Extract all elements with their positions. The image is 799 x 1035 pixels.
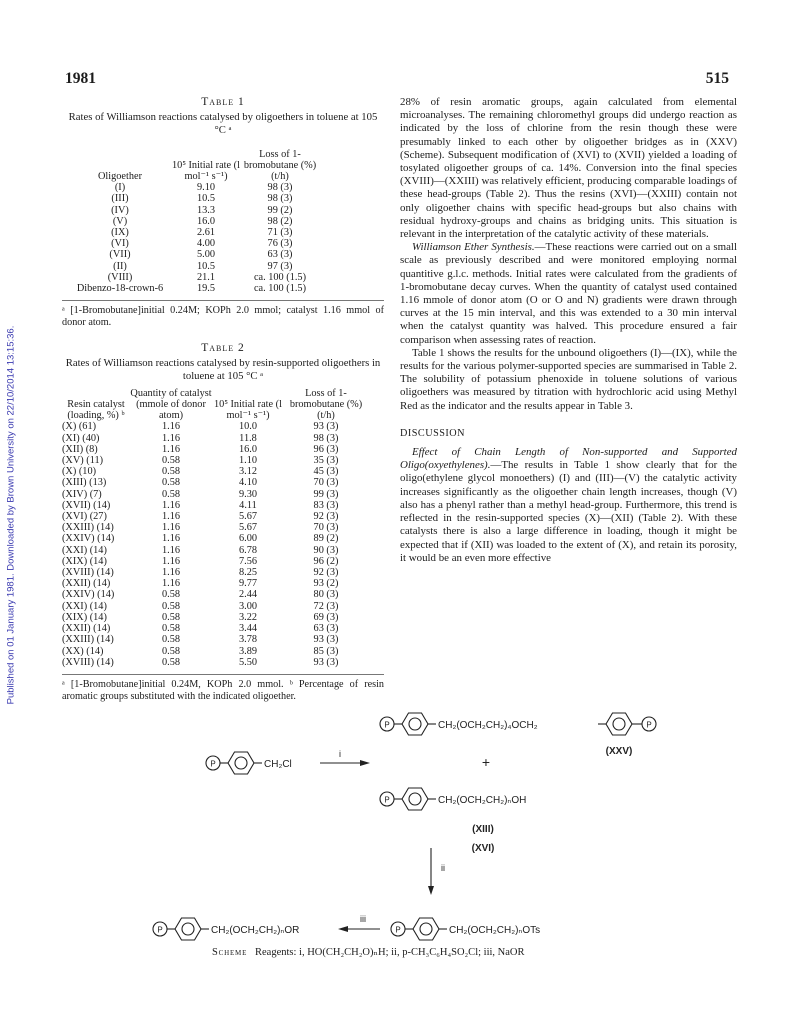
paragraph-4-text: —The results in Table 1 show clearly that for the oligo(ethylene glycol monoethers) (I) and (III)—(V) the catalytic activity increases significantly as the oligoether chain length increases, though (V) also has a phenyl rather than a methyl head-group. Furthermore, this trend is reflected in the resin-supported species (X)—(XII) (Table 2). With these catalysts there is also a large difference in loading, though it might be expected that if (XII) was loaded to the extent of (X), and retain its porosity, it would be an even more effective bbox=[400, 459, 737, 564]
table-cell: 83 (3) bbox=[313, 499, 339, 511]
table-cell: 98 (3) bbox=[267, 193, 293, 205]
table-cell: 1.16 bbox=[161, 443, 181, 455]
table-cell: (I) bbox=[114, 182, 126, 194]
table-cell: 4.11 bbox=[239, 499, 257, 511]
table2-header: Quantity of catalyst (mmole of donor atom) bbox=[130, 387, 212, 422]
table-cell: (X) (61) bbox=[62, 421, 97, 433]
table-cell: (XVIII) (14) bbox=[62, 656, 114, 668]
resin-p-symbol: P bbox=[395, 925, 401, 935]
table-cell: 89 (2) bbox=[313, 533, 339, 545]
table-cell: 93 (3) bbox=[313, 656, 339, 668]
table1-header: Loss of 1-bromobutane (%) (t/h) bbox=[243, 148, 317, 182]
table-cell: 93 (3) bbox=[313, 634, 339, 646]
table-cell: 85 (3) bbox=[313, 645, 339, 657]
table-cell: 92 (3) bbox=[313, 567, 339, 579]
table-row bbox=[70, 205, 318, 216]
table-cell: 1.16 bbox=[161, 522, 181, 534]
arrow-label-ii: ii bbox=[441, 863, 445, 873]
table-cell: (XXI) (14) bbox=[62, 544, 107, 556]
table-cell: ca. 100 (1.5) bbox=[253, 271, 307, 283]
table2-header: Loss of 1-bromobutane (%) (t/h) bbox=[289, 387, 363, 422]
table-cell: 98 (3) bbox=[267, 182, 293, 194]
table-cell: 3.89 bbox=[238, 645, 258, 657]
download-note: Published on 01 January 1981. Downloaded by Brown University on 22/10/2014 13:15:36. bbox=[5, 325, 17, 705]
table-cell: 19.5 bbox=[196, 282, 216, 294]
paragraph-2-text: —These reactions were carried out on a small scale as previously described and were monitored employing normal quantitive g.l.c. methods. Initial rates were calculated from the gradients of 1-bromobutane decay curves. When the quantity of catalyst used contained 1.16 mmole of donor atom (O or O and N) gradients were drawn through curves at the 15 min interval, and this was extended to a 30 min interval when the catalyst quantity was halved. This procedure ensured a fair comparison when assessing rates of reaction. bbox=[400, 241, 737, 346]
table-cell: 21.1 bbox=[196, 271, 216, 283]
table1-footnote: ᵃ [1-Bromobutane]initial 0.24M; KOPh 2.0 mmol; catalyst 1.16 mmol of donor atom. bbox=[62, 305, 384, 328]
table-cell: 35 (3) bbox=[313, 455, 339, 467]
table-row bbox=[70, 238, 318, 249]
table2-label: Table 2 bbox=[201, 342, 245, 355]
table2 bbox=[62, 388, 368, 668]
table-cell: (XI) (40) bbox=[62, 432, 100, 444]
table-cell: 0.58 bbox=[161, 656, 181, 668]
table-row bbox=[62, 433, 368, 444]
table-cell: 0.58 bbox=[161, 477, 181, 489]
table1-title bbox=[62, 96, 384, 137]
table-cell: 0.58 bbox=[161, 600, 181, 612]
table2-caption: Rates of Williamson reactions catalysed by resin-supported oligoethers in toluene at 105 °C ᵃ bbox=[65, 356, 381, 382]
table-row bbox=[70, 227, 318, 238]
table-row bbox=[62, 500, 368, 511]
plus-sign: + bbox=[481, 754, 491, 770]
table-cell: 3.44 bbox=[238, 623, 258, 635]
table-cell: (XIX) (14) bbox=[62, 611, 107, 623]
table-row bbox=[62, 634, 368, 645]
table-cell: (VII) bbox=[109, 249, 131, 261]
table-cell: 0.58 bbox=[161, 589, 181, 601]
table-cell: 1.16 bbox=[161, 555, 181, 567]
table2-header: Resin catalyst (loading, %) ᵇ bbox=[67, 399, 125, 422]
table-cell: 76 (3) bbox=[267, 238, 293, 250]
right-column bbox=[400, 96, 737, 565]
table-cell: 96 (3) bbox=[313, 443, 339, 455]
table-row bbox=[62, 601, 368, 612]
table-row bbox=[62, 511, 368, 522]
table-cell: (II) bbox=[113, 260, 127, 272]
table-row bbox=[62, 545, 368, 556]
table-cell: 7.56 bbox=[238, 555, 258, 567]
table-cell: 70 (3) bbox=[313, 477, 339, 489]
table-cell: (XIII) (13) bbox=[62, 477, 107, 489]
table-cell: 0.58 bbox=[161, 488, 181, 500]
table-cell: 0.58 bbox=[161, 466, 181, 478]
hydroxy-product-formula: CH₂(OCH₂CH₂)ₙOH bbox=[438, 795, 527, 806]
table-row bbox=[62, 489, 368, 500]
table-row bbox=[62, 578, 368, 589]
table-cell: (XXII) (14) bbox=[62, 578, 111, 590]
table-cell: (XVII) (14) bbox=[62, 499, 111, 511]
table-cell: (XXII) (14) bbox=[62, 623, 111, 635]
table-cell: 80 (3) bbox=[313, 589, 339, 601]
table-cell: 5.67 bbox=[238, 511, 258, 523]
table-cell: (XIV) (7) bbox=[62, 488, 102, 500]
table-cell: 0.58 bbox=[161, 645, 181, 657]
table-cell: (XX) (14) bbox=[62, 645, 104, 657]
discussion-heading: DISCUSSION bbox=[400, 427, 466, 439]
table-cell: 10.5 bbox=[196, 193, 216, 205]
table-cell: 1.10 bbox=[238, 455, 258, 467]
table-cell: 11.8 bbox=[239, 432, 257, 444]
table-cell: 72 (3) bbox=[313, 600, 339, 612]
label-xiii: (XIII) bbox=[472, 824, 494, 835]
table-cell: 1.16 bbox=[161, 567, 181, 579]
table-cell: 3.78 bbox=[238, 634, 258, 646]
table-row bbox=[70, 249, 318, 260]
chain-length-heading: Effect of Chain Length of Non-supported and Supported Oligo(oxyethylenes). bbox=[400, 446, 737, 472]
table-cell: 98 (2) bbox=[267, 215, 293, 227]
table1-caption: Rates of Williamson reactions catalysed by oligoethers in toluene at 105 °C ᵃ bbox=[68, 110, 378, 136]
paragraph-1: 28% of resin aromatic groups, again calculated from elemental microanalyses. The remaining chloromethyl groups did undergo reaction as indicated by the loss of chlorine from the resin though these were presumably linked to each other by oligoether bridges as in (XXV) (Scheme). Subsequent modification of (XVI) to (XVII) yielded a loading of tosylated oligoether groups of ca. 14%. Conversion into the final species (XVIII)—(XXIII) was relatively efficient, producing comparable loadings of these head-groups (Table 2). Thus the resins (XVI)—(XXIII) contain not only oligoether chains with specific head-groups but also chains with residual hydroxy-groups and chains as bridging units. This situation is relevant in the interpretation of the catalytic activity of these materials. bbox=[400, 96, 737, 241]
table-cell: 99 (2) bbox=[267, 204, 293, 216]
table-row bbox=[70, 272, 318, 283]
table-cell: 0.58 bbox=[161, 611, 181, 623]
table-row bbox=[70, 283, 318, 294]
table-cell: 1.16 bbox=[161, 421, 181, 433]
table-cell: (IX) bbox=[111, 226, 129, 238]
table-cell: (XXIII) (14) bbox=[62, 634, 114, 646]
arrow-label-i: i bbox=[339, 749, 341, 759]
resin-p-symbol: P bbox=[646, 720, 652, 730]
scheme-drawing bbox=[150, 703, 740, 953]
table-cell: 1.16 bbox=[161, 578, 181, 590]
paragraph-4 bbox=[400, 446, 737, 565]
paragraph-3: Table 1 shows the results for the unbound oligoethers (I)—(IX), while the results for the various polymer-supported species are summarised in Table 2. The solubility of potassium phenoxide in toluene solutions of various oligoethers was measured by titration with hydrochloric acid using Methyl Red as the indicator and the results appear in Table 3. bbox=[400, 346, 737, 412]
table-row bbox=[62, 455, 368, 466]
table-cell: 92 (3) bbox=[313, 511, 339, 523]
table-cell: 63 (3) bbox=[267, 249, 293, 261]
table-cell: (XIX) (14) bbox=[62, 555, 107, 567]
table-row bbox=[62, 657, 368, 668]
chloromethyl-formula: CH₂Cl bbox=[264, 759, 292, 770]
table-cell: Dibenzo-18-crown-6 bbox=[76, 282, 164, 294]
table-cell: 0.58 bbox=[161, 455, 181, 467]
table-row bbox=[62, 444, 368, 455]
bridge-formula: CH₂(OCH₂CH₂)₄OCH₂ bbox=[438, 720, 538, 731]
table-row bbox=[62, 421, 368, 432]
table-cell: 2.44 bbox=[238, 589, 258, 601]
resin-p-symbol: P bbox=[384, 795, 390, 805]
table-cell: 96 (2) bbox=[313, 555, 339, 567]
table1-header: Oligoether bbox=[97, 170, 143, 182]
table-cell: 9.10 bbox=[196, 182, 216, 194]
table-cell: (XXIII) (14) bbox=[62, 522, 114, 534]
table2-title bbox=[62, 342, 384, 383]
table1-label: Table 1 bbox=[201, 96, 245, 108]
left-column bbox=[62, 96, 384, 702]
table-cell: 2.61 bbox=[196, 226, 216, 238]
table-cell: (V) bbox=[112, 215, 128, 227]
williamson-heading: Williamson Ether Synthesis. bbox=[412, 241, 535, 254]
table-cell: 93 (2) bbox=[313, 578, 339, 590]
table-cell: 4.10 bbox=[238, 477, 258, 489]
table-row bbox=[70, 261, 318, 272]
table-cell: 0.58 bbox=[161, 623, 181, 635]
table-cell: 0.58 bbox=[161, 634, 181, 646]
table-cell: ca. 100 (1.5) bbox=[253, 282, 307, 294]
table-cell: 1.16 bbox=[161, 544, 181, 556]
table-cell: 5.00 bbox=[196, 249, 216, 261]
table-row bbox=[70, 182, 318, 193]
table-cell: 3.12 bbox=[238, 466, 258, 478]
scheme-caption bbox=[212, 946, 672, 958]
table2-header: 10⁵ Initial rate (l mol⁻¹ s⁻¹) bbox=[214, 399, 282, 422]
ether-product-formula: CH₂(OCH₂CH₂)ₙOR bbox=[211, 925, 300, 936]
page-year: 1981 bbox=[65, 70, 96, 87]
table-cell: 45 (3) bbox=[313, 466, 339, 478]
label-xxv: (XXV) bbox=[605, 746, 633, 757]
table-row bbox=[62, 522, 368, 533]
arrow-label-iii: iii bbox=[360, 914, 366, 924]
page-number: 515 bbox=[705, 70, 729, 87]
table-cell: 71 (3) bbox=[267, 226, 293, 238]
table-cell: (XXI) (14) bbox=[62, 600, 107, 612]
table1-rule bbox=[62, 300, 384, 301]
table-cell: 4.00 bbox=[196, 238, 216, 250]
table2-footnote: ᵃ [1-Bromobutane]initial 0.24M, KOPh 2.0 mmol. ᵇ Percentage of resin aromatic groups substituted with the indicated oligoether. bbox=[62, 678, 384, 702]
reaction-scheme bbox=[150, 703, 740, 953]
table-cell: (XXIV) (14) bbox=[62, 589, 115, 601]
table-cell: 10.5 bbox=[196, 260, 216, 272]
table-cell: (III) bbox=[111, 193, 129, 205]
table-cell: (VIII) bbox=[107, 271, 133, 283]
tosylate-formula: CH₂(OCH₂CH₂)ₙOTs bbox=[449, 925, 541, 936]
table-cell: 3.00 bbox=[238, 600, 258, 612]
table-cell: 1.16 bbox=[161, 499, 181, 511]
table-cell: 16.0 bbox=[238, 443, 258, 455]
table-cell: (IV) bbox=[111, 204, 129, 216]
label-xvi: (XVI) bbox=[471, 843, 495, 854]
table-cell: 6.00 bbox=[238, 533, 258, 545]
table-row bbox=[70, 193, 318, 204]
table-cell: 97 (3) bbox=[267, 260, 293, 272]
table-row bbox=[62, 612, 368, 623]
download-watermark bbox=[2, 150, 20, 880]
table-cell: 99 (3) bbox=[313, 488, 339, 500]
table-cell: 70 (3) bbox=[313, 522, 339, 534]
table-cell: 13.3 bbox=[196, 204, 216, 216]
table-row bbox=[62, 556, 368, 567]
table-cell: 10.0 bbox=[238, 421, 258, 433]
table-row bbox=[62, 646, 368, 657]
table-cell: 5.67 bbox=[238, 522, 258, 534]
table-cell: 63 (3) bbox=[313, 623, 339, 635]
table-cell: 16.0 bbox=[196, 215, 216, 227]
table-cell: (XVIII) (14) bbox=[62, 567, 114, 579]
scheme-label: Scheme bbox=[212, 947, 248, 958]
table-cell: 1.16 bbox=[161, 432, 181, 444]
table1 bbox=[70, 149, 318, 295]
scheme-reagents: Reagents: i, HO(CH₂CH₂O)ₙH; ii, p-CH₃C₆H₄SO₂Cl; iii, NaOR bbox=[255, 947, 525, 958]
table-cell: 9.77 bbox=[238, 578, 258, 590]
table-cell: 69 (3) bbox=[313, 611, 339, 623]
table-row bbox=[62, 567, 368, 578]
table-cell: 6.78 bbox=[238, 544, 258, 556]
table-cell: 1.16 bbox=[161, 511, 181, 523]
table-cell: 93 (3) bbox=[313, 421, 339, 433]
resin-p-symbol: P bbox=[157, 925, 163, 935]
resin-p-symbol: P bbox=[384, 720, 390, 730]
table-cell: 90 (3) bbox=[313, 544, 339, 556]
table-cell: (X) (10) bbox=[62, 466, 97, 478]
table-row bbox=[62, 533, 368, 544]
table-cell: (XV) (11) bbox=[62, 455, 104, 467]
table-cell: (XII) (8) bbox=[62, 443, 98, 455]
resin-p-symbol: P bbox=[210, 759, 216, 769]
table1-header: 10⁵ Initial rate (l mol⁻¹ s⁻¹) bbox=[172, 159, 240, 182]
table-row bbox=[62, 589, 368, 600]
table-cell: (XXIV) (14) bbox=[62, 533, 115, 545]
table-row bbox=[62, 477, 368, 488]
table-cell: 98 (3) bbox=[313, 432, 339, 444]
table-cell: (XVI) (27) bbox=[62, 511, 107, 523]
table2-rule bbox=[62, 674, 384, 675]
table-cell: 1.16 bbox=[161, 533, 181, 545]
paragraph-2 bbox=[400, 241, 737, 347]
table-cell: 9.30 bbox=[238, 488, 258, 500]
table-cell: 8.25 bbox=[238, 567, 258, 579]
table-cell: 5.50 bbox=[238, 656, 258, 668]
table-row bbox=[62, 623, 368, 634]
table-cell: 3.22 bbox=[238, 611, 258, 623]
table-row bbox=[62, 466, 368, 477]
table-row bbox=[70, 216, 318, 227]
table-cell: (VI) bbox=[111, 238, 129, 250]
